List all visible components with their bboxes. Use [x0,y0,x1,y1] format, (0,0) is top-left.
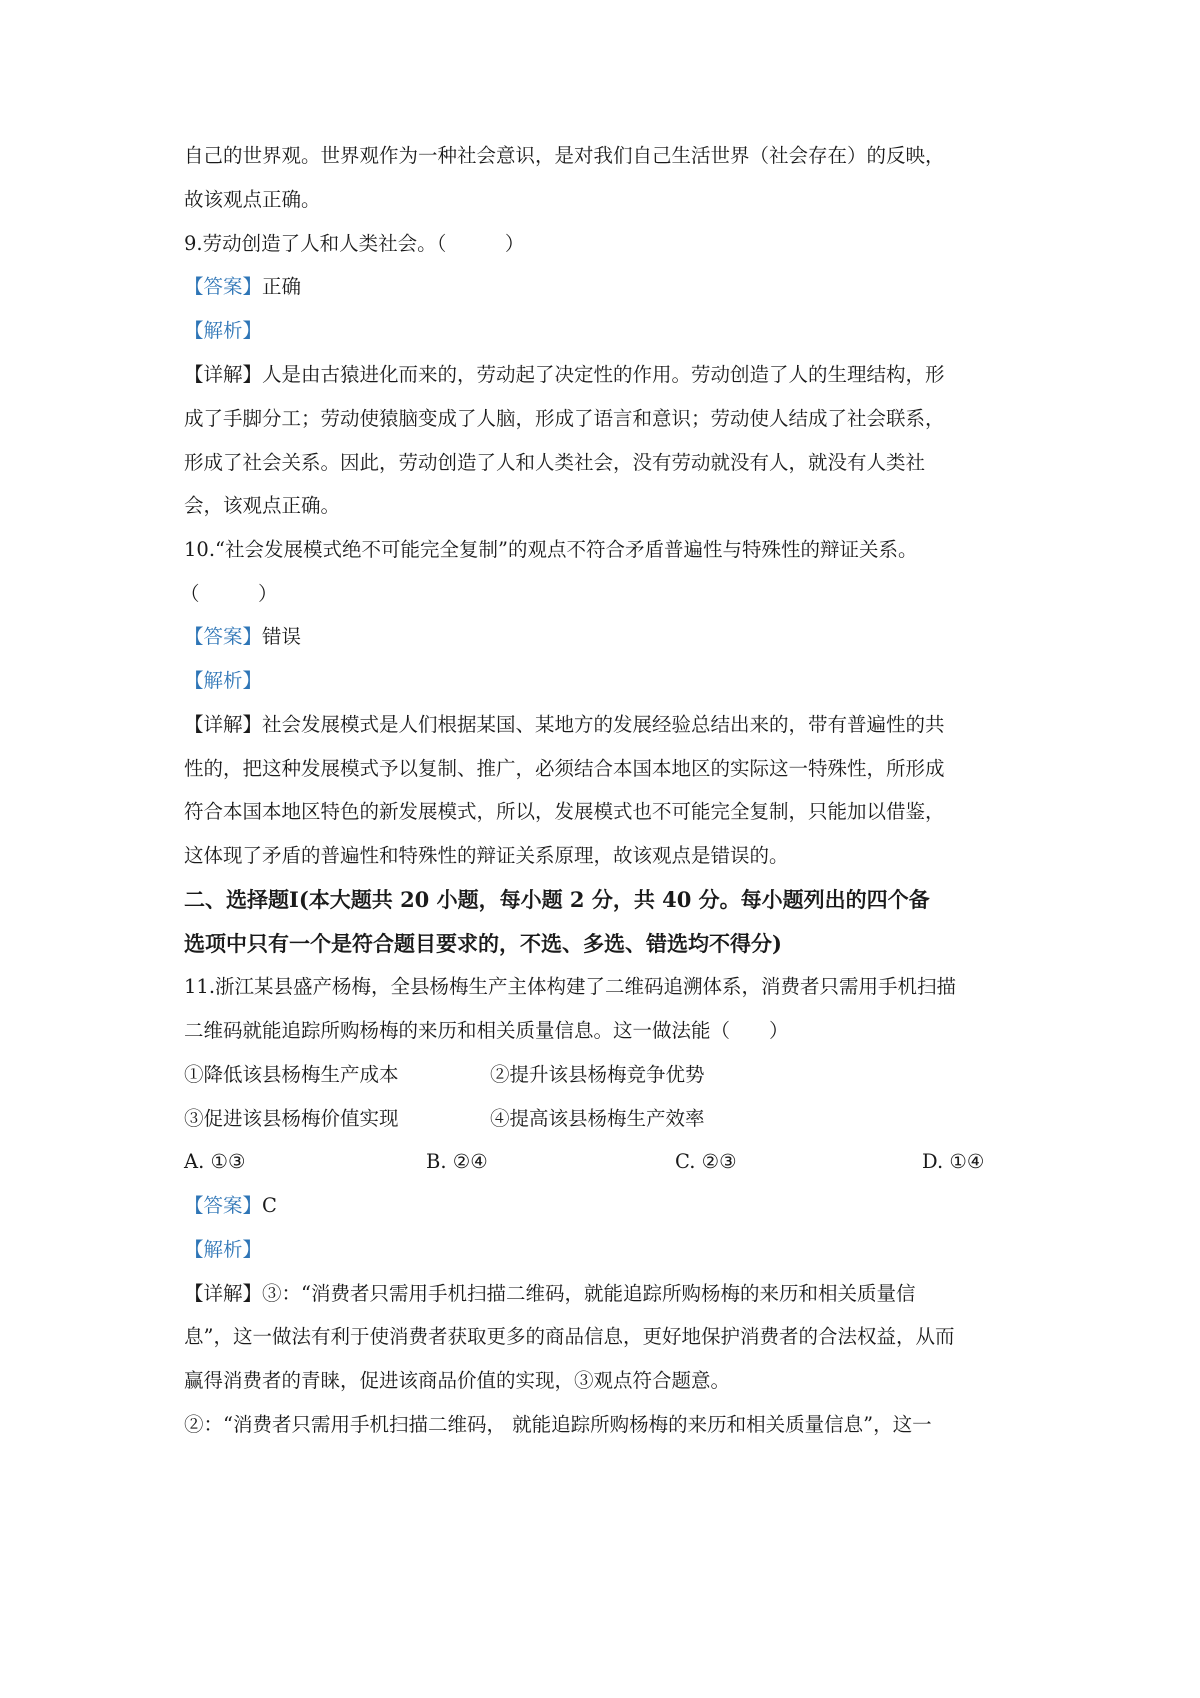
statement-item: ①降低该县杨梅生产成本 [184,1063,399,1086]
answer-row [184,1191,277,1221]
analysis-tag: 【解析】 [184,1238,263,1261]
question-11: 二维码就能追踪所购杨梅的来历和相关质量信息。这一做法能（ ） [184,1019,789,1042]
answer-row [184,622,301,652]
paragraph-line: 故该观点正确。 [184,188,321,211]
paragraph-line: 自己的世界观。世界观作为一种社会意识，是对我们自己生活世界（社会存在）的反映， [184,144,945,167]
detail-line: 符合本国本地区特色的新发展模式，所以，发展模式也不可能完全复制，只能加以借鉴， [184,800,945,823]
answer-row [184,272,301,302]
detail-line: 这体现了矛盾的普遍性和特殊性的辩证关系原理，故该观点是错误的。 [184,844,789,867]
answer-tag: 【答案】 [184,1194,263,1217]
detail-tag: 【详解】 [184,363,263,386]
answer-tag: 【答案】 [184,275,263,298]
question-10: 10.“社会发展模式绝不可能完全复制”的观点不符合矛盾普遍性与特殊性的辩证关系。 [184,538,918,561]
detail-line [184,360,945,390]
choice-b: B. ②④ [426,1150,488,1173]
detail-line [184,710,945,740]
detail-line: 息”，这一做法有利于使消费者获取更多的商品信息，更好地保护消费者的合法权益，从而 [184,1325,955,1348]
detail-line: 赢得消费者的青睐，促进该商品价值的实现，③观点符合题意。 [184,1369,731,1392]
detail-text: ③：“消费者只需用手机扫描二维码，就能追踪所购杨梅的来历和相关质量信 [262,1282,916,1305]
analysis-tag: 【解析】 [184,319,263,342]
answer-value: C [262,1194,277,1217]
detail-text: 人是由古猿进化而来的，劳动起了决定性的作用。劳动创造了人的生理结构，形 [262,363,945,386]
answer-tag: 【答案】 [184,625,263,648]
detail-tag: 【详解】 [184,1282,263,1305]
answer-value: 正确 [262,275,302,298]
question-10-bracket: （ ） [180,582,278,605]
detail-line: ②：“消费者只需用手机扫描二维码， 就能追踪所购杨梅的来历和相关质量信息”，这一 [184,1413,932,1436]
choice-c: C. ②③ [675,1150,737,1173]
detail-line: 形成了社会关系。因此，劳动创造了人和人类社会，没有劳动就没有人，就没有人类社 [184,451,926,474]
choice-d: D. ①④ [922,1150,985,1173]
choice-a: A. ①③ [184,1150,246,1173]
detail-line: 成了手脚分工；劳动使猿脑变成了人脑，形成了语言和意识；劳动使人结成了社会联系， [184,407,945,430]
statement-item: ③促进该县杨梅价值实现 [184,1107,399,1130]
question-11: 11.浙江某县盛产杨梅，全县杨梅生产主体构建了二维码追溯体系，消费者只需用手机扫描 [184,975,957,998]
question-9: 9.劳动创造了人和人类社会。（ ） [184,232,525,255]
detail-line [184,1279,916,1309]
detail-line: 会，该观点正确。 [184,494,341,517]
analysis-tag: 【解析】 [184,669,263,692]
section-heading: 二、选择题Ⅰ(本大题共 20 小题，每小题 2 分，共 40 分。每小题列出的四个备 [184,887,930,912]
answer-value: 错误 [262,625,302,648]
section-heading: 选项中只有一个是符合题目要求的，不选、多选、错选均不得分) [184,931,782,956]
detail-tag: 【详解】 [184,713,263,736]
statement-item: ④提高该县杨梅生产效率 [490,1107,705,1130]
statement-item: ②提升该县杨梅竞争优势 [490,1063,705,1086]
detail-text: 社会发展模式是人们根据某国、某地方的发展经验总结出来的，带有普遍性的共 [262,713,945,736]
detail-line: 性的，把这种发展模式予以复制、推广，必须结合本国本地区的实际这一特殊性，所形成 [184,757,945,780]
